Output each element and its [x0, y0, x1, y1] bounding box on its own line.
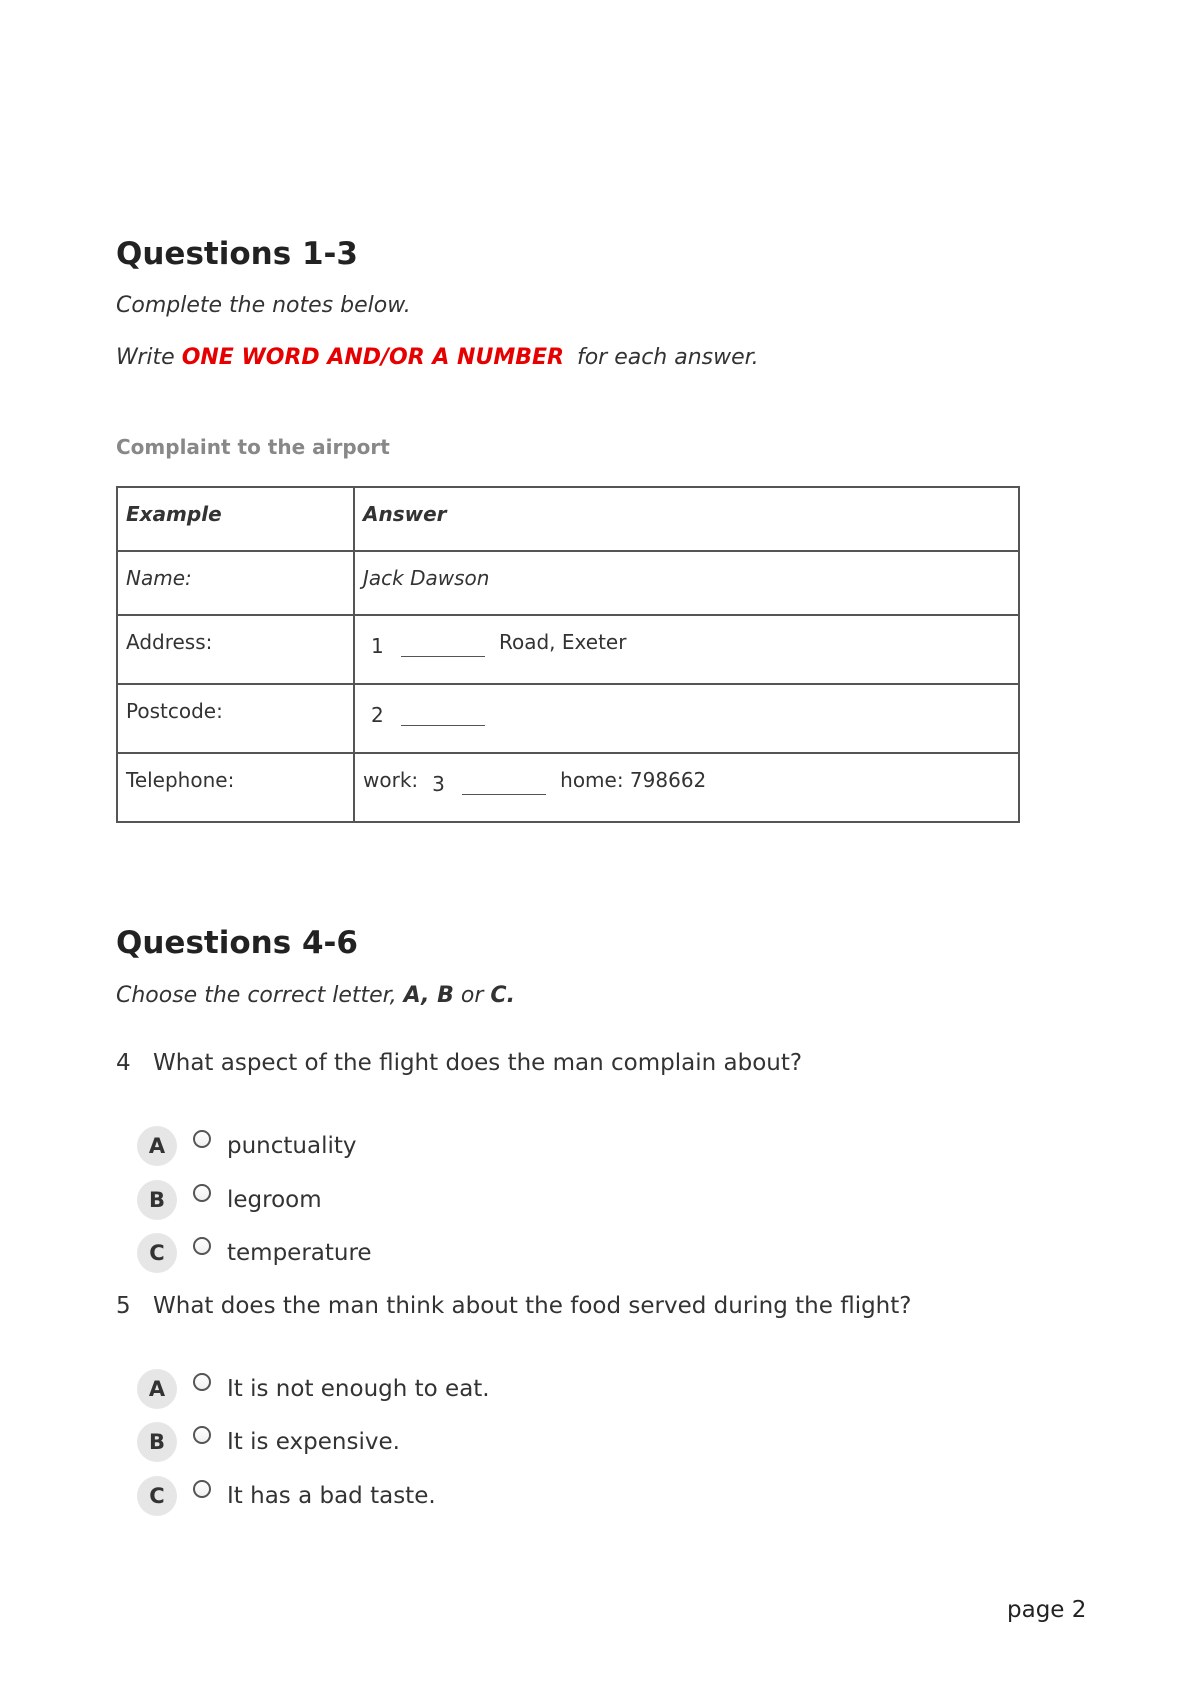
option-text: It is expensive. [227, 1429, 400, 1455]
option-5a[interactable] [137, 1369, 490, 1409]
instruction-highlight: ONE WORD AND/OR A NUMBER [181, 345, 564, 370]
option-text: temperature [227, 1240, 372, 1266]
telephone-label: Telephone: [117, 753, 354, 822]
radio-button-icon[interactable] [193, 1373, 211, 1391]
radio-button-icon[interactable] [193, 1184, 211, 1202]
instruction-complete-notes: Complete the notes below. [116, 293, 411, 318]
instruction-or: or [460, 983, 484, 1008]
question-text: What does the man think about the food served during the flight? [153, 1293, 912, 1319]
notes-table [116, 486, 1020, 823]
address-cell [354, 615, 1019, 684]
radio-button-icon[interactable] [193, 1130, 211, 1148]
instruction-letters-ab: A, B [403, 983, 454, 1008]
radio-button-icon[interactable] [193, 1426, 211, 1444]
instruction-choose-letter [116, 983, 515, 1008]
postcode-cell [354, 684, 1019, 753]
instruction-suffix: for each answer. [576, 345, 759, 370]
telephone-home: home: 798662 [560, 768, 707, 792]
answer-blank-2[interactable] [401, 703, 485, 726]
table-row-header [117, 487, 1019, 551]
gap-number-2: 2 [371, 703, 384, 727]
table-caption: Complaint to the airport [116, 435, 390, 459]
option-letter-badge: C [137, 1476, 177, 1516]
answer-blank-3[interactable] [462, 772, 546, 795]
gap-number-3: 3 [432, 772, 445, 796]
radio-button-icon[interactable] [193, 1480, 211, 1498]
instruction-letter-c: C. [490, 983, 515, 1008]
table-row-telephone [117, 753, 1019, 822]
section-title-4-6: Questions 4-6 [116, 925, 358, 961]
option-letter-badge: C [137, 1233, 177, 1273]
page-number: page 2 [1007, 1597, 1087, 1623]
question-text: What aspect of the flight does the man complain about? [153, 1050, 803, 1076]
radio-button-icon[interactable] [193, 1237, 211, 1255]
option-letter-badge: B [137, 1180, 177, 1220]
table-row-name [117, 551, 1019, 615]
address-label: Address: [117, 615, 354, 684]
question-number: 5 [116, 1293, 131, 1319]
name-label: Name: [117, 551, 354, 615]
option-4c[interactable] [137, 1233, 372, 1273]
option-5c[interactable] [137, 1476, 436, 1516]
gap-number-1: 1 [371, 634, 384, 658]
table-row-postcode [117, 684, 1019, 753]
option-letter-badge: B [137, 1422, 177, 1462]
option-text: It is not enough to eat. [227, 1376, 490, 1402]
section-title-1-3: Questions 1-3 [116, 236, 358, 272]
option-letter-badge: A [137, 1369, 177, 1409]
option-text: It has a bad taste. [227, 1483, 436, 1509]
telephone-cell [354, 753, 1019, 822]
name-value: Jack Dawson [354, 551, 1019, 615]
header-example: Example [117, 487, 354, 551]
instruction-choose-prefix: Choose the correct letter, [116, 983, 397, 1008]
question-5 [116, 1293, 911, 1319]
answer-blank-1[interactable] [401, 634, 485, 657]
option-text: punctuality [227, 1133, 357, 1159]
address-suffix: Road, Exeter [499, 630, 627, 654]
telephone-work-label: work: [363, 768, 419, 792]
option-5b[interactable] [137, 1422, 400, 1462]
header-answer: Answer [354, 487, 1019, 551]
question-number: 4 [116, 1050, 131, 1076]
option-4b[interactable] [137, 1180, 322, 1220]
option-text: legroom [227, 1187, 322, 1213]
instruction-prefix: Write [116, 345, 175, 370]
postcode-label: Postcode: [117, 684, 354, 753]
table-row-address [117, 615, 1019, 684]
option-letter-badge: A [137, 1126, 177, 1166]
instruction-word-limit [116, 345, 759, 370]
option-4a[interactable] [137, 1126, 357, 1166]
question-4 [116, 1050, 802, 1076]
